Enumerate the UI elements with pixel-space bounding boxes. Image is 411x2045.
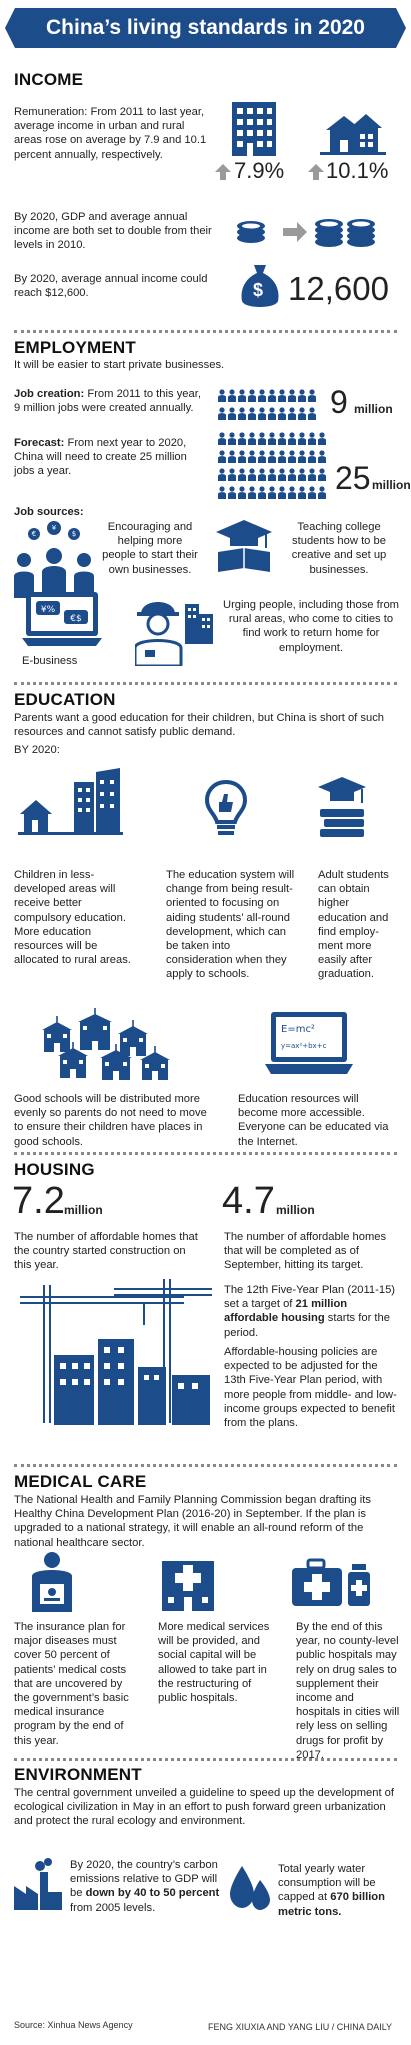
person-icon [318,432,326,445]
person-icon [258,432,266,445]
person-icon [278,407,286,420]
person-icon [288,486,296,499]
income-gdp-text: By 2020, GDP and average annual income are both set to double from their levels in 2010. [14,211,212,252]
job-creation-label: Job creation: [14,388,85,400]
person-icon [238,468,246,481]
person-icon [308,407,316,420]
person-icon [248,468,256,481]
person-icon [298,432,306,445]
medical-item-1: The insurance plan for major diseases must cover 50 percent of patients’ medical costs that are uncovered by the government’s basic medical insurance program by the end of this year. [14,1621,129,1747]
person-icon [248,389,256,402]
person-icon [218,432,226,445]
person-icon [268,432,276,445]
person-icon [238,407,246,420]
school-icon [118,1020,148,1056]
education-item-5: Education resources will become more accessible. Everyone can be educated via the Internet. [238,1093,389,1148]
coins-double-icon [235,212,385,252]
education-heading: EDUCATION [14,690,116,709]
housing-number-2: 4.7 [222,1180,275,1222]
by-2020-label: BY 2020: [14,744,60,756]
housing-heading: HOUSING [14,1160,95,1179]
environment-intro: The central government unveiled a guideline to speed up the development of ecological civilization in May in an effort to push forward green urbanization and protect the rural ecology and environment. [14,1787,395,1828]
up-arrow-icon [214,163,232,181]
education-item-3: Adult students can obtain higher education and find employ-ment more easily after graduation. [318,869,389,981]
construction-cranes-icon [14,1275,214,1425]
employment-intro: It will be easier to start private businesses. [14,359,225,371]
urban-income-growth: 7.9% [234,158,285,183]
carbon-post: from 2005 levels. [70,1901,156,1914]
people-row-icon [218,385,318,425]
schools-icon [40,1008,180,1080]
person-icon [278,450,286,463]
source-encourage-text: Encouraging and helping more people to start their own businesses. [102,521,198,576]
forecast-label: Forecast: [14,437,65,449]
graduation-cap-book-icon [214,518,274,574]
person-icon [288,450,296,463]
laptop-formula-icon [265,1010,353,1076]
title-banner [15,8,396,48]
person-icon [248,432,256,445]
housing-plan-post: starts for the period. [224,1312,390,1339]
person-icon [228,407,236,420]
source-ebusiness-label: E-business [22,655,78,667]
person-icon [288,468,296,481]
person-icon [308,468,316,481]
education-intro: Parents want a good education for their children, but China is short of such resources and cannot satisfy public demand. [14,712,385,739]
source-urging-text: Urging people, including those from rural areas, who come to cities to find work to return home for employment. [223,599,399,654]
person-icon [268,486,276,499]
housing-text-2: The number of affordable homes that will be completed as of September, hitting its target. [224,1231,387,1272]
person-icon [248,450,256,463]
person-icon [278,468,286,481]
income-avg-text: By 2020, average annual income could reach $12,600. [14,273,208,300]
water-bold: 670 billion metric tons. [278,1891,385,1918]
person-icon [288,432,296,445]
laptop-formula-2: y=ax²+bx+c [281,1042,327,1050]
forecast-text [14,436,204,479]
person-icon [228,468,236,481]
carbon-pre: By 2020, the country’s carbon emissions relative to GDP will be [70,1859,218,1900]
forecast-number: 25 [335,460,371,496]
medical-item-2: More medical services will be provided, and social capital will be allowed to take part in the restructuring of public hospitals. [158,1621,270,1705]
person-icon [298,407,306,420]
e-business-laptop-icon [22,590,102,648]
person-icon [258,407,266,420]
person-icon [228,389,236,402]
svg-text:€: € [31,530,37,538]
person-icon [288,407,296,420]
person-icon [238,432,246,445]
person-icon [238,486,246,499]
house-buildings-icon [18,768,123,840]
education-item-2: The education system will change from being result-oriented to focusing on aiding students’ all-round development, which can be taken into consideration when they apply to schools. [166,869,295,981]
dollar-sign: $ [253,280,264,300]
person-icon [218,389,226,402]
forecast-unit: million [372,478,411,492]
person-icon [298,468,306,481]
person-icon [258,389,266,402]
housing-number-1-unit: million [64,1203,103,1217]
carbon-text [70,1858,220,1915]
person-icon [218,486,226,499]
person-icon [278,486,286,499]
up-arrow-icon [307,163,325,181]
graduation-books-icon [316,775,368,839]
page-title: China’s living standards in 2020 [46,16,365,39]
job-sources-label: Job sources: [14,506,84,518]
office-building-icon [228,98,280,156]
job-creation-unit: million [354,402,393,416]
people-rows-icon [218,430,328,502]
rural-house-icon [320,110,386,156]
section-divider [14,1152,397,1155]
water-pre: Total yearly water consumption will be capped at [278,1863,376,1904]
hospital-building-icon [160,1555,216,1611]
person-icon [268,450,276,463]
environment-heading: ENVIRONMENT [14,1765,142,1784]
person-icon [318,486,326,499]
person-icon [278,432,286,445]
insured-person-icon [30,1550,74,1612]
person-icon [278,389,286,402]
housing-plan-bold: 21 million affordable housing [224,1298,348,1325]
svg-text:¥%: ¥% [40,605,56,615]
source-teach-text: Teaching college students how to be creative and set up businesses. [291,521,387,576]
person-icon [248,407,256,420]
income-heading: INCOME [14,70,84,89]
person-icon [258,468,266,481]
person-icon [228,432,236,445]
person-icon [288,389,296,402]
person-icon [238,450,246,463]
education-item-1: Children in less-developed areas will receive better compulsory education. More education resources will be allocated to rural areas. [14,869,131,967]
worker-city-icon [135,590,215,666]
person-icon [308,432,316,445]
housing-number-2-unit: million [276,1203,315,1217]
medical-intro: The National Health and Family Planning Commission began drafting its Healthy China Development Plan (2016-20) in September. If the plan is upgraded to a national strategy, it will enable an all-round reform of the national healthcare sector. [14,1494,371,1549]
person-icon [268,389,276,402]
job-creation-body: From 2011 to this year, 9 million jobs were created annually. [14,388,201,415]
laptop-formula-1: E=mc² [281,1024,315,1035]
person-icon [298,389,306,402]
person-icon [258,486,266,499]
svg-text:¥: ¥ [51,524,57,532]
rural-income-growth: 10.1% [326,158,389,183]
source-credit: Source: Xinhua News Agency [14,2020,133,2030]
svg-text:€$: €$ [70,614,82,624]
person-icon [238,389,246,402]
medical-kit-icon [290,1558,374,1608]
person-icon [318,468,326,481]
section-divider [14,682,397,685]
job-creation-number: 9 [330,384,348,420]
medical-heading: MEDICAL CARE [14,1472,147,1491]
forecast-body: From next year to 2020, China will need to create 25 million jobs a year. [14,437,187,478]
section-divider [14,330,397,333]
person-icon [268,468,276,481]
person-icon [258,450,266,463]
person-icon [218,407,226,420]
housing-plan-text [224,1283,400,1340]
person-icon [308,450,316,463]
water-text [278,1862,400,1919]
person-icon [308,486,316,499]
carbon-bold: down by 40 to 50 percent [85,1887,220,1900]
housing-policy-text: Affordable-housing policies are expected to be adjusted for the 13th Five-Year Plan period, with more people from middle- and low-income groups expected to benefit from the plans. [224,1346,397,1430]
person-icon [268,407,276,420]
person-icon [228,486,236,499]
person-icon [308,389,316,402]
person-icon [248,486,256,499]
svg-text:$: $ [71,530,77,538]
school-icon [42,1016,72,1052]
person-icon [318,450,326,463]
job-creation-text [14,387,204,415]
person-icon [218,468,226,481]
education-item-4: Good schools will be distributed more evenly so parents do not need to move to ensure their children have places in good schools. [14,1093,207,1148]
school-icon [78,1008,112,1050]
income-remuneration-text: Remuneration: From 2011 to last year, average income in urban and rural areas rose on average by 7.9 and 10.1 percent annually, respectively. [14,106,207,161]
author-credit: FENG XIUXIA AND YANG LIU / CHINA DAILY [208,2022,393,2032]
light-bulb-icon [205,780,247,840]
medical-item-3: By the end of this year, no county-level public hospitals may rely on drug sales to supplement their income and hospitals in cities will rely less on selling drugs for profit by 2017. [296,1621,400,1761]
factory-icon [14,1858,62,1910]
employment-heading: EMPLOYMENT [14,338,136,357]
section-divider [14,1464,397,1467]
person-icon [218,450,226,463]
person-icon [298,450,306,463]
avg-income-value: 12,600 [288,270,389,307]
person-icon [298,486,306,499]
housing-number-1: 7.2 [12,1180,65,1222]
water-drops-icon [228,1862,272,1912]
business-group-icon [14,520,94,598]
housing-text-1: The number of affordable homes that the country started construction on this year. [14,1231,198,1272]
section-divider [14,1758,397,1761]
housing-plan-pre: The 12th Five-Year Plan (2011-15) set a target of [224,1284,396,1311]
person-icon [228,450,236,463]
